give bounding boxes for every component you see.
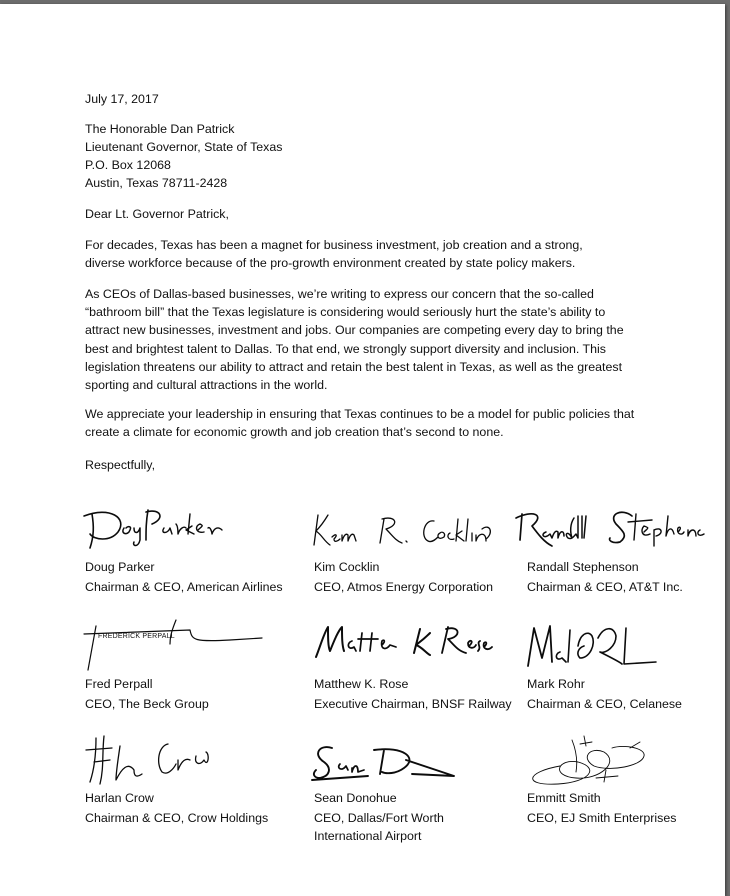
- signatory-name: Sean Donohue: [314, 791, 397, 805]
- signatory-name: Mark Rohr: [527, 677, 585, 691]
- recipient-po-box: P.O. Box 12068: [85, 158, 171, 172]
- recipient-city: Austin, Texas 78711-2428: [85, 176, 228, 190]
- mark-rohr-signature-icon: [522, 618, 662, 670]
- letter-page: [0, 4, 725, 896]
- kim-cocklin-signature-icon: [310, 509, 500, 549]
- sean-donohue-signature-icon: [308, 740, 458, 786]
- paragraph-1: For decades, Texas has been a magnet for business investment, job creation and a strong, diverse workforce because of the pro-growth environment created by state policy makers.: [85, 238, 583, 271]
- signatory-title: Chairman & CEO, AT&T Inc.: [527, 580, 683, 594]
- emmitt-smith-signature-icon: [520, 732, 650, 788]
- signatory-name: Kim Cocklin: [314, 560, 380, 574]
- signatory-name: Fred Perpall: [85, 677, 153, 691]
- signatory-title: Chairman & CEO, Celanese: [527, 697, 682, 711]
- signatory-name: Harlan Crow: [85, 791, 154, 805]
- recipient-position: Lieutenant Governor, State of Texas: [85, 140, 283, 154]
- recipient-name: The Honorable Dan Patrick: [85, 122, 235, 136]
- signatory-title: CEO, Dallas/Fort Worth International Airport: [314, 811, 444, 843]
- signatory-title: CEO, Atmos Energy Corporation: [314, 580, 494, 594]
- signatory-title: Chairman & CEO, Crow Holdings: [85, 811, 269, 825]
- paragraph-2: As CEOs of Dallas-based businesses, we’re writing to express our concern that the so-called “bathroom bill” that the Texas legislature is considering would seriously hurt the state’s ability to attract new businesses, investment and jobs. Our companies are competing every day to bring the best and brightest talent to Dallas. To that end, we strongly support diversity and inclusion. This legislation threatens our ability to attract and retain the best talent in Texas, as well as the greatest sporting and cultural attractions in the world.: [85, 287, 624, 393]
- matthew-rose-signature-icon: [310, 617, 494, 665]
- fred-perpall-signature-text: FREDERICK PERPALL: [98, 633, 175, 640]
- signatory-title: CEO, EJ Smith Enterprises: [527, 811, 677, 825]
- closing: Respectfully,: [85, 458, 156, 472]
- salutation: Dear Lt. Governor Patrick,: [85, 207, 229, 221]
- harlan-crow-signature-icon: [78, 724, 228, 788]
- signatory-name: Doug Parker: [85, 560, 155, 574]
- paragraph-3: We appreciate your leadership in ensuring that Texas continues to be a model for public policies that create a climate for economic growth and job creation that’s second to none.: [85, 407, 635, 440]
- doug-parker-signature-icon: [80, 504, 230, 552]
- signatory-title: CEO, The Beck Group: [85, 697, 209, 711]
- randall-stephenson-signature-icon: [512, 504, 708, 552]
- signatory-title: Executive Chairman, BNSF Railway: [314, 697, 512, 711]
- fred-perpall-signature-icon: [80, 610, 266, 674]
- signatory-name: Randall Stephenson: [527, 560, 639, 574]
- signatory-title: Chairman & CEO, American Airlines: [85, 580, 283, 594]
- signatory-name: Matthew K. Rose: [314, 677, 409, 691]
- letter-date: July 17, 2017: [85, 92, 159, 106]
- signatory-name: Emmitt Smith: [527, 791, 601, 805]
